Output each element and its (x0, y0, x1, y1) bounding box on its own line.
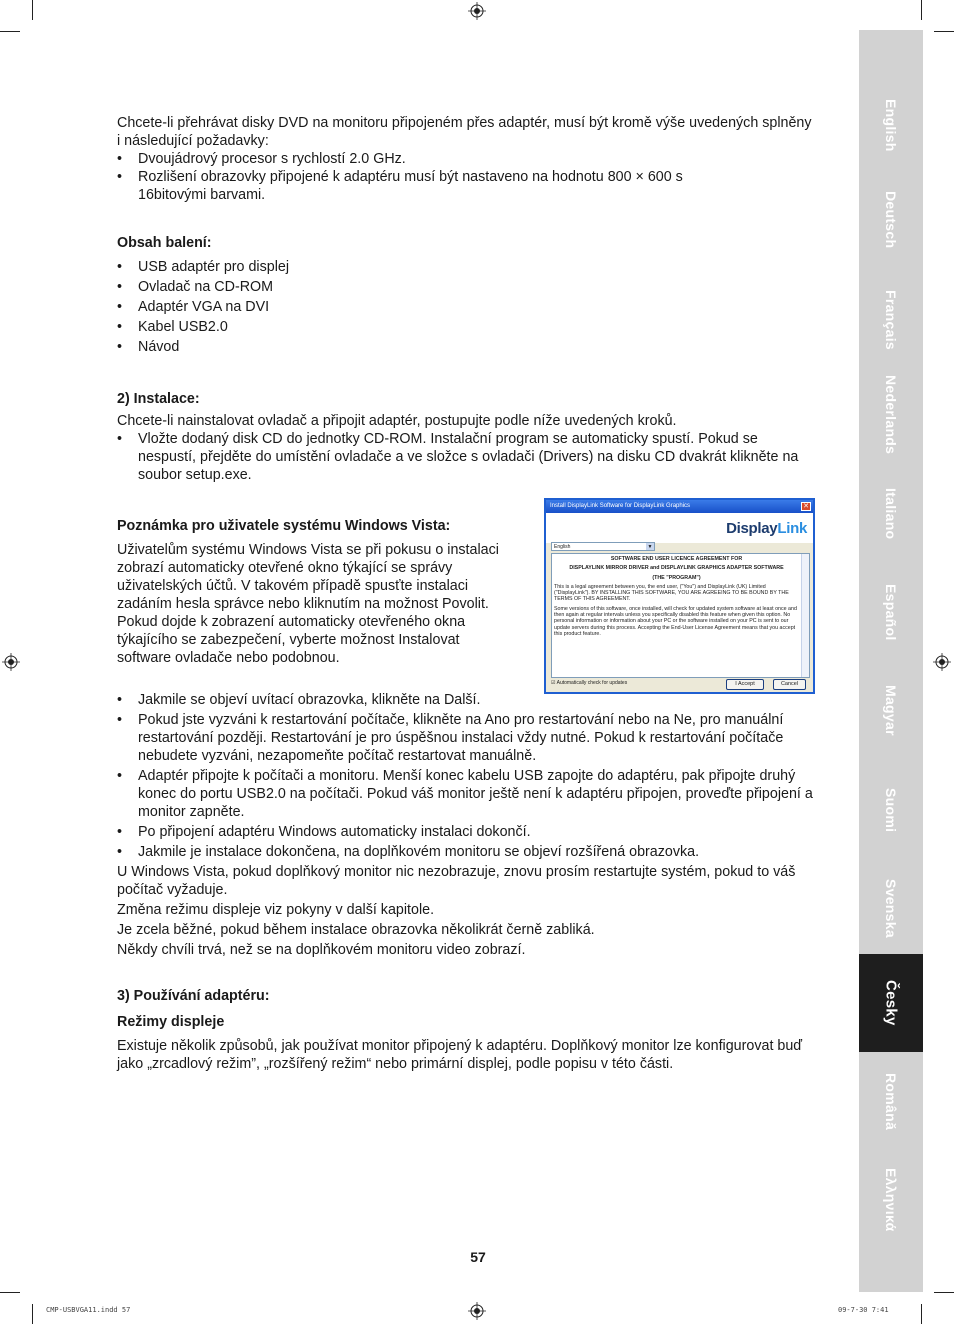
dialog-header (546, 513, 813, 543)
scrollbar[interactable] (801, 554, 809, 677)
package-list (117, 258, 817, 356)
update-checkbox[interactable]: ☑ Automatically check for updates (551, 680, 628, 686)
language-sidebar (859, 30, 923, 1292)
displaylink-logo: DisplayLink (726, 520, 807, 537)
crop-mark (921, 1304, 922, 1324)
list-item: • Dvoujádrový procesor s rychlostí 2.0 GHz. (117, 150, 817, 168)
vista-line: týkajícího se zabezpečení, vyberte možnost Instalovat (117, 632, 460, 648)
note-paragraph: Změna režimu displeje viz pokyny v další kapitole. (117, 902, 435, 918)
list-item: • Adaptér VGA na DVI (117, 298, 817, 316)
intro-paragraph: Chcete-li přehrávat disky DVD na monitoru připojeném přes adaptér, musí být kromě výše uvedených splněny i následující požadavky: (117, 115, 812, 149)
crop-mark (934, 1292, 954, 1293)
note-paragraph: Je zcela běžné, pokud během instalace obrazovka několikrát černě zabliká. (117, 922, 595, 938)
eula-text-area[interactable]: SOFTWARE END USER LICENCE AGREEMENT FOR DISPLAYLINK MIRROR DRIVER and DISPLAYLINK GRAPHICS ADAPTER SOFTWARE (THE "PROGRAM") This is a legal agreement between you, the end user, ("You") and DisplayLink (UK) Limited ("DisplayLink"). BY INSTALLING THIS SOFTWARE, YOU ARE AGREEING TO BE BOUND BY THE TERMS OF THIS AGREEMENT. Some versions of this software, once installed, will check for updated system software at least once and then again at regular intervals unless you specifically disabled this feature when given this option. No personal information or information about your PC or the software installed on your PC is sent to our update servers during this process. Accepting the End-User License Agreement means that you accept this product feature. (551, 553, 810, 678)
list-item: • Jakmile je instalace dokončena, na doplňkovém monitoru se objeví rozšířená obrazovka. (117, 843, 817, 861)
usage-paragraph: Existuje několik způsobů, jak používat monitor připojený k adaptéru. Doplňkový monitor lze konfigurovat buď jako „zrcadlový režim”, „rozšířený režim“ nebo primární displej, podle popisu v této části. (117, 1038, 803, 1072)
crop-mark (934, 31, 954, 32)
crop-mark (0, 31, 20, 32)
vista-line: Uživatelům systému Windows Vista se při pokusu o instalaci (117, 542, 499, 558)
install-intro: Chcete-li nainstalovat ovladač a připojit adaptér, postupujte podle níže uvedených kroků. (117, 413, 677, 429)
language-tab-deutsch[interactable]: Deutsch (883, 191, 899, 249)
registration-mark-icon (2, 653, 20, 671)
note-paragraph: Někdy chvíli trvá, než se na doplňkovém monitoru video zobrazí. (117, 942, 526, 958)
language-tab-svenska[interactable]: Svenska (883, 878, 899, 938)
language-tab-magyar[interactable]: Magyar (883, 684, 899, 736)
vista-line: uživatelských účtů. V takovém případě spusťte instalaci (117, 578, 469, 594)
language-tab-suomi[interactable]: Suomi (883, 787, 899, 833)
language-tab-italiano[interactable]: Italiano (883, 488, 899, 540)
install-heading: 2) Instalace: (117, 391, 200, 407)
install-step-list (117, 430, 817, 484)
list-item: • Ovladač na CD-ROM (117, 278, 817, 296)
language-tab-greek[interactable]: Ελληνικά (883, 1168, 899, 1232)
language-tab-english[interactable]: English (883, 98, 899, 152)
chevron-down-icon: ▼ (647, 544, 653, 550)
registration-mark-icon (468, 1302, 486, 1320)
requirements-list (117, 150, 817, 204)
crop-mark (0, 1292, 20, 1293)
language-tab-francais[interactable]: Français (883, 290, 899, 350)
registration-mark-icon (933, 653, 951, 671)
vista-heading: Poznámka pro uživatele systému Windows Vista: (117, 518, 451, 534)
display-modes-heading: Režimy displeje (117, 1014, 225, 1030)
vista-line: zadáním hesla správce nebo kliknutím na možnost Povolit. (117, 596, 489, 612)
note-paragraph: U Windows Vista, pokud doplňkový monitor nic nezobrazuje, znovu prosím restartujte systém, pokud to váš počítač vyžaduje. (117, 864, 796, 898)
crop-mark (32, 0, 33, 20)
registration-mark-icon (468, 2, 486, 20)
list-item: • Adaptér připojte k počítači a monitoru. Menší konec kabelu USB zapojte do adaptéru, pak připojte druhý konec do portu USB2.0 na počítači. Pokud váš monitor ještě není k adaptéru připojen, proveďte připojení a monitor zapněte. (117, 767, 817, 821)
crop-mark (921, 0, 922, 20)
list-item: • Kabel USB2.0 (117, 318, 817, 336)
vista-line: zobrazí automaticky otevřené okno týkající se správy (117, 560, 453, 576)
dialog-title: Install DisplayLink Software for DisplayLink Graphics (550, 503, 691, 509)
print-slug-left: CMP-USBVGA11.indd 57 (46, 1306, 131, 1314)
steps-list (117, 691, 817, 861)
package-heading: Obsah balení: (117, 235, 212, 251)
crop-mark (32, 1304, 33, 1324)
installer-screenshot (544, 498, 815, 694)
list-item: • Pokud jste vyzváni k restartování počítače, klikněte na Ano pro restartování nebo na Ne, pro manuální restartování později. Restartování je pro úspěšnou instalaci vždy nutné. Pokud k restartování počítače nebudete vyzváni, nezapomeňte počítač restartovat manuálně. (117, 711, 817, 765)
list-item: • Po připojení adaptéru Windows automaticky instalaci dokončí. (117, 823, 817, 841)
language-tab-romana[interactable]: Română (883, 1073, 899, 1131)
usage-heading: 3) Používání adaptéru: (117, 988, 270, 1004)
language-select[interactable]: English ▼ (551, 542, 655, 551)
language-tab-nederlands[interactable]: Nederlands (883, 375, 899, 455)
list-item: • Vložte dodaný disk CD do jednotky CD-ROM. Instalační program se automaticky spustí. Pokud se nespustí, přejděte do umístění ovladače a ve složce s ovladači (Drivers) na disku CD dvakrát klikněte na soubor setup.exe. (117, 430, 817, 484)
close-icon[interactable]: ✕ (801, 502, 811, 511)
accept-button[interactable]: I Accept (726, 679, 764, 690)
dialog-title-bar (546, 500, 813, 513)
list-item: • Rozlišení obrazovky připojené k adaptéru musí být nastaveno na hodnotu 800 × 600 s 16bitovými barvami. (117, 168, 817, 204)
vista-line: Pokud dojde k zobrazení automaticky otevřeného okna (117, 614, 466, 630)
cancel-button[interactable]: Cancel (773, 679, 806, 690)
list-item: • Návod (117, 338, 817, 356)
list-item: • USB adaptér pro displej (117, 258, 817, 276)
language-tab-cesky[interactable]: Česky (859, 954, 923, 1052)
language-tab-espanol[interactable]: Español (883, 583, 899, 641)
list-item: • Jakmile se objeví uvítací obrazovka, klikněte na Další. (117, 691, 817, 709)
vista-note (117, 541, 537, 667)
page-number: 57 (470, 1249, 486, 1265)
print-slug-right: 09-7-30 7:41 (838, 1306, 889, 1314)
vista-line: software ovladače nebo podobnou. (117, 650, 340, 666)
